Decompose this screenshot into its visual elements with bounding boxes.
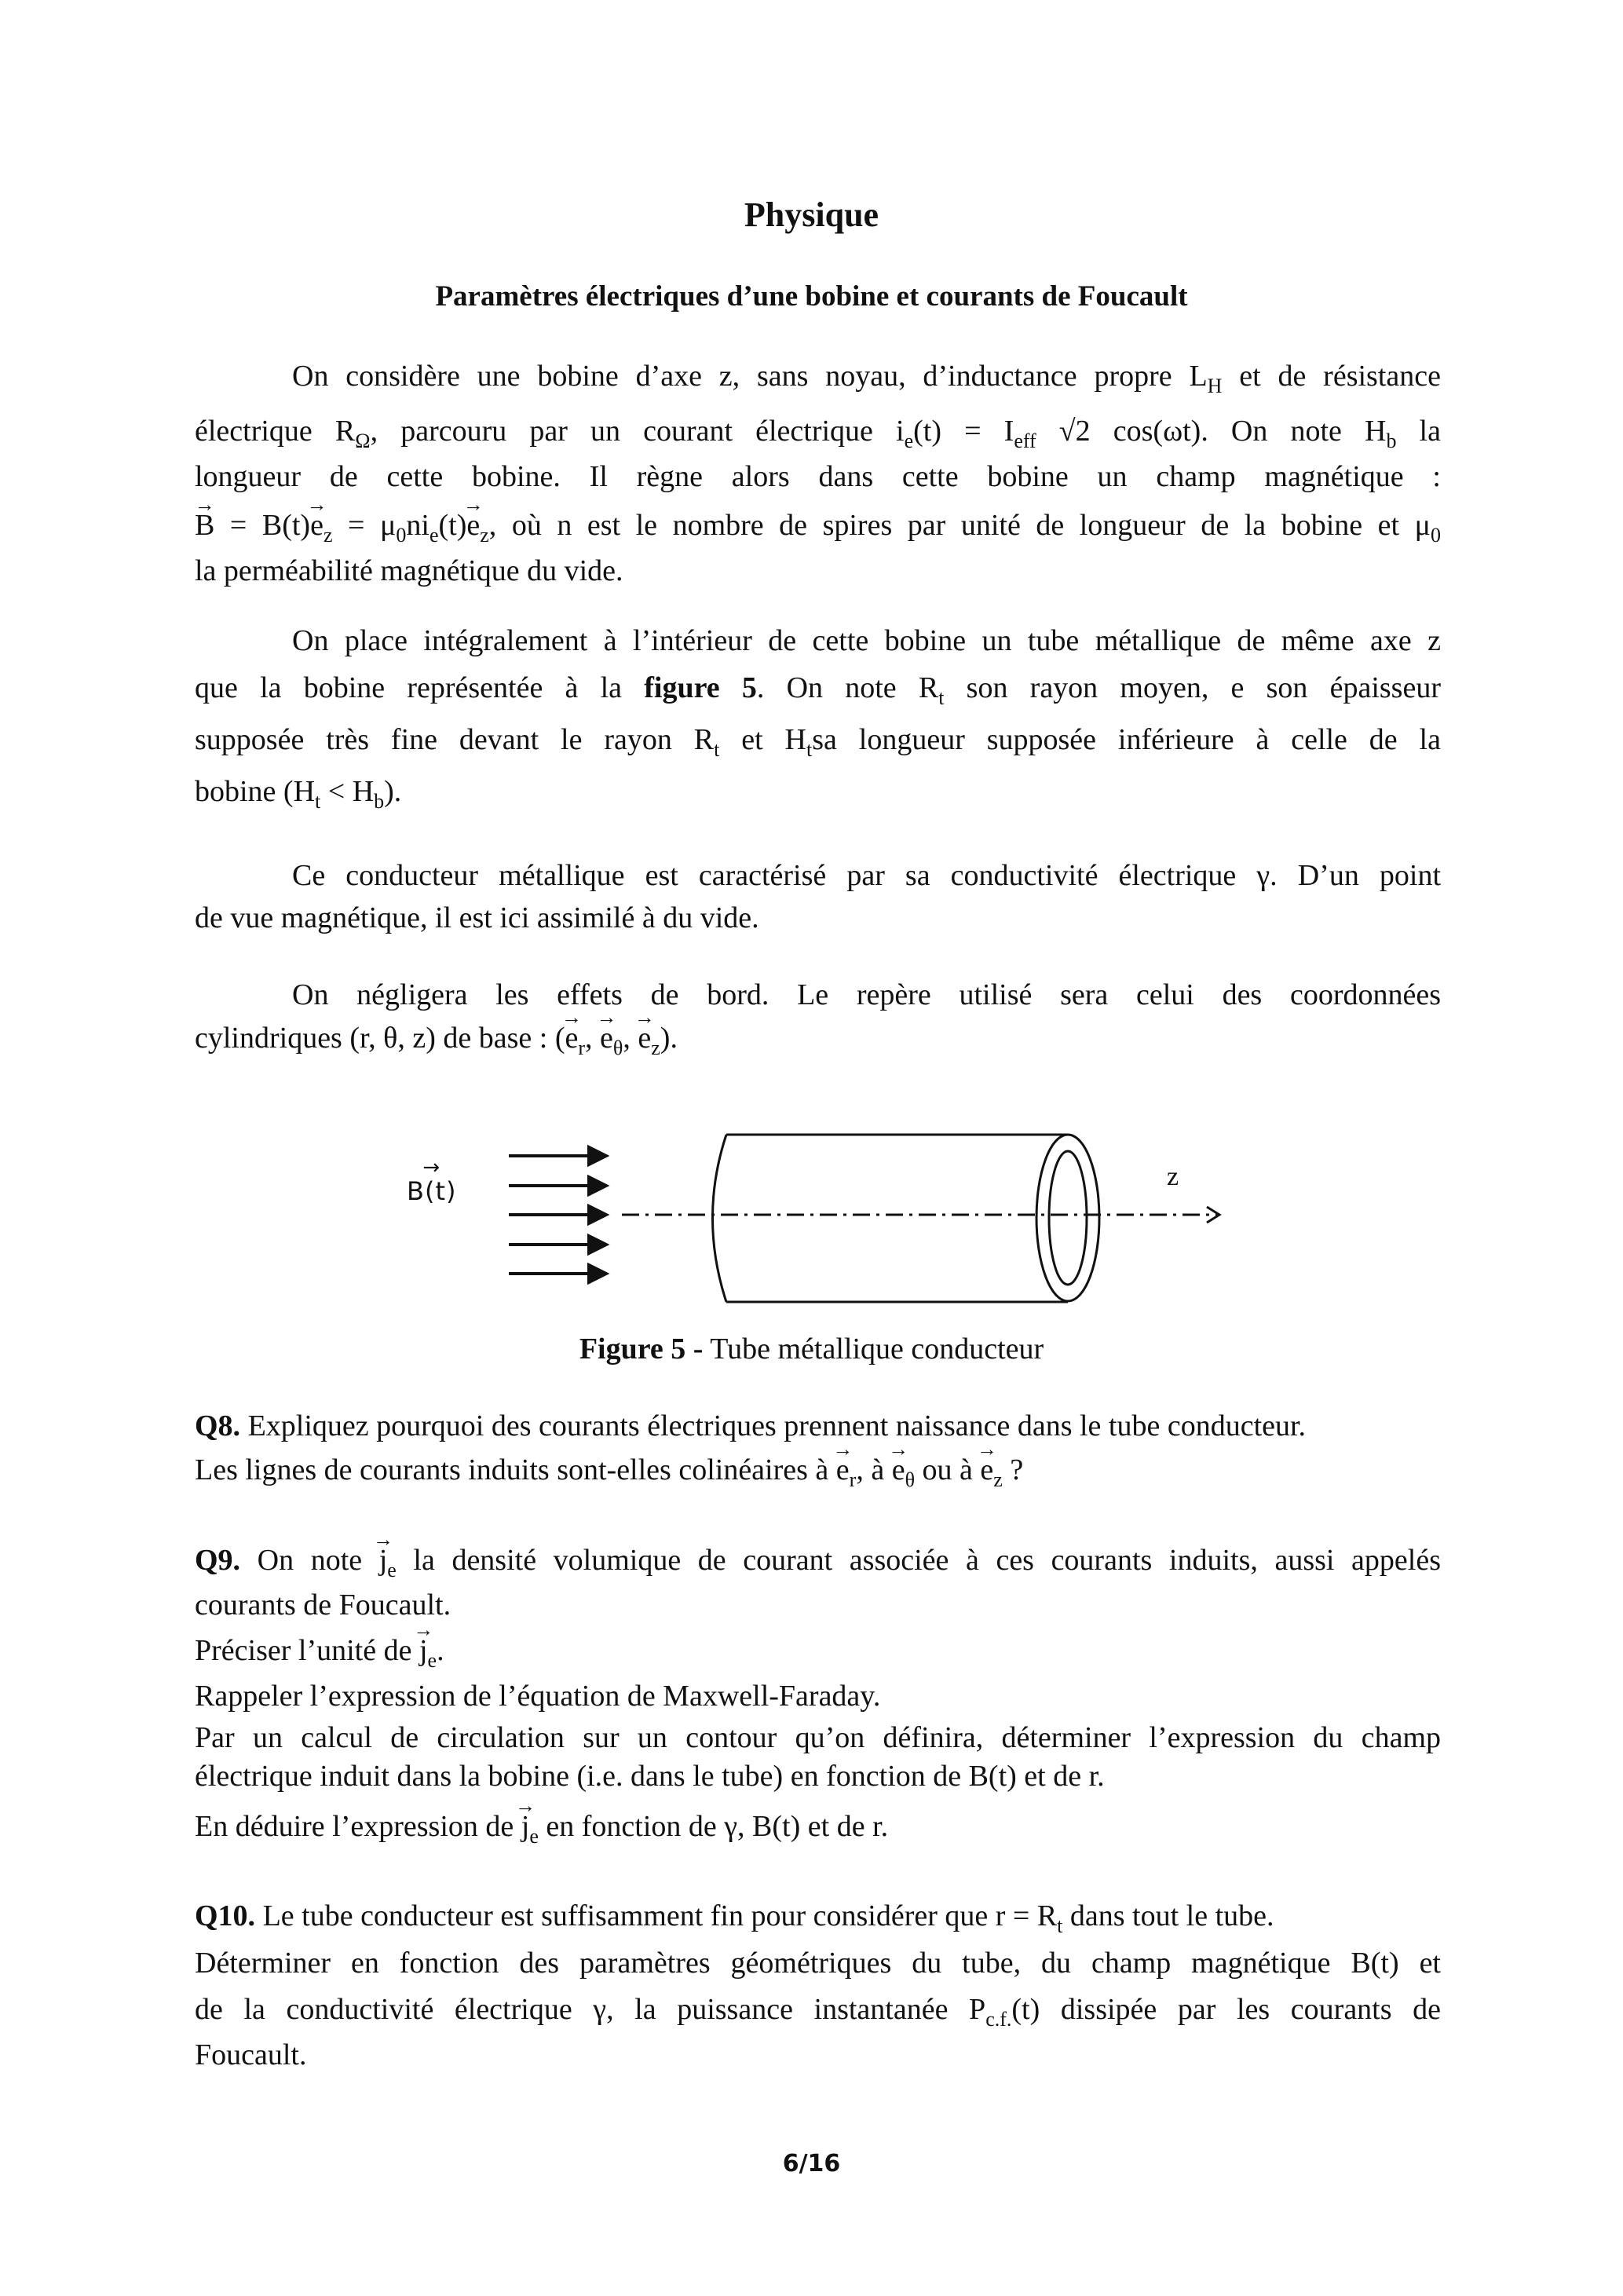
math-text: P: [969, 1993, 986, 2026]
vector-letter: → e: [600, 1019, 613, 1057]
subscript: e: [387, 1559, 397, 1581]
text-segment: Les lignes de courants induits sont-elles colinéaires à: [195, 1453, 836, 1486]
subscript: 0: [1431, 524, 1441, 547]
text-segment: sa longueur supposée inférieure à celle de la: [812, 723, 1441, 756]
text-segment: la perméabilité magnétique du vide.: [195, 554, 623, 587]
page-number: 6/16: [782, 2150, 841, 2177]
text-segment: et de r.: [1016, 1760, 1105, 1793]
math-text: H: [784, 723, 806, 756]
text-segment: électrique: [195, 415, 335, 448]
subscript: θ: [905, 1468, 916, 1491]
field-vector-label: → B(t): [407, 1176, 456, 1206]
text-segment: On considère une bobine d’axe z, sans noyau, d’inductance propre: [292, 360, 1190, 393]
text-segment: Rappeler l’expression de l’équation de Maxwell-Faraday.: [195, 1680, 881, 1713]
math-text: (t): [438, 509, 467, 542]
vector-symbol: [521, 1810, 539, 1848]
math-text: ,: [585, 1022, 601, 1055]
text-segment: de vue magnétique, il est ici assimilé à du vide.: [195, 901, 759, 934]
caption-label: Figure 5 -: [579, 1333, 704, 1366]
text-line: [195, 1541, 1441, 1589]
text-segment: courants de Foucault.: [195, 1589, 451, 1621]
math-text: μ: [1414, 509, 1431, 542]
text-line: [195, 2036, 1441, 2074]
math-text: (t): [1011, 1993, 1040, 2026]
math-expression: [1351, 1947, 1398, 1980]
vector-letter: → e: [836, 1451, 850, 1489]
magnetic-field-arrows: [509, 1147, 606, 1282]
text-segment: En déduire l’expression de: [195, 1810, 521, 1843]
subscript: r: [578, 1036, 586, 1059]
math-text: γ: [724, 1810, 738, 1843]
text-segment: On note: [240, 1544, 379, 1577]
vector-symbol: [980, 1453, 1003, 1491]
math-text: B(t): [752, 1810, 801, 1843]
math-expression: [593, 1993, 606, 2026]
page-title: Physique: [744, 196, 879, 234]
text-segment: longueur de cette bobine. Il règne alors dans cette bobine un champ magnétique :: [195, 460, 1441, 493]
text-segment: Préciser l’unité de: [195, 1634, 419, 1667]
tube-cylinder: [713, 1135, 1100, 1302]
text-line: [195, 1586, 1441, 1624]
text-segment: électrique induit dans la bobine (i.e. dans le tube) en fonction de: [195, 1760, 969, 1793]
math-text: (: [554, 1022, 565, 1055]
math-expression: [969, 1760, 1017, 1793]
vector-letter: → j: [419, 1632, 428, 1669]
math-text: = μ: [332, 509, 397, 542]
text-segment: . On note: [756, 671, 919, 704]
bold-text: figure 5: [644, 671, 757, 704]
text-segment: et de résistance: [1222, 360, 1441, 393]
math-text: (t) = I: [913, 415, 1014, 448]
text-segment: Expliquez pourquoi des courants électriques prennent naissance dans le tube conducteur.: [240, 1409, 1307, 1442]
math-text: B(t): [1351, 1947, 1399, 1980]
math-expression: [969, 1993, 1012, 2031]
bold-text: Q9.: [195, 1544, 241, 1577]
text-segment: bobine (: [195, 775, 294, 808]
subscript: θ: [612, 1036, 623, 1059]
subscript: e: [427, 1649, 437, 1672]
math-text: H: [1365, 415, 1387, 448]
subscript: z: [323, 524, 333, 547]
subscript: t: [315, 790, 321, 813]
text-segment: que la bobine représentée à la: [195, 671, 645, 704]
math-text: γ: [1256, 859, 1270, 892]
subscript: Ω: [355, 430, 371, 452]
vector-letter: → e: [980, 1451, 993, 1489]
text-segment: , la puissance instantanée: [606, 1993, 970, 2026]
math-expression: [752, 1810, 800, 1843]
math-text: L: [1189, 360, 1208, 393]
text-segment: . On note: [1201, 415, 1365, 448]
text-line: [195, 1897, 1441, 1945]
text-segment: en fonction de: [538, 1810, 725, 1843]
subscript: eff: [1014, 430, 1036, 452]
math-expression: [995, 1899, 1063, 1937]
math-text: √2 cos(ωt): [1036, 415, 1201, 448]
text-segment: , parcouru par un courant électrique: [370, 415, 897, 448]
math-text: B(t): [968, 1760, 1017, 1793]
text-segment: de la conductivité électrique: [195, 1993, 594, 2026]
section-subtitle: Paramètres électriques d’une bobine et courants de Foucault: [435, 280, 1188, 313]
bold-text: Q8.: [195, 1409, 241, 1442]
subscript: 0: [396, 524, 407, 547]
vector-symbol: [835, 1453, 857, 1491]
math-text: ): [660, 1022, 671, 1055]
text-segment: dans tout le tube.: [1062, 1899, 1274, 1932]
vector-symbol: [419, 1634, 437, 1672]
text-segment: et: [1398, 1947, 1441, 1980]
text-segment: supposée très fine devant le rayon: [195, 723, 694, 756]
text-segment: ?: [1002, 1453, 1024, 1486]
math-expression: [1011, 1993, 1040, 2026]
text-segment: ou à: [915, 1453, 981, 1486]
vector-symbol: [891, 1453, 916, 1491]
vector-letter: → e: [892, 1451, 905, 1489]
text-line: [195, 1677, 1441, 1715]
text-segment: ).: [384, 775, 402, 808]
vector-letter: → e: [638, 1019, 651, 1057]
text-segment: Par un calcul de circulation sur un contour qu’on définira, déterminer l’expression du champ: [195, 1721, 1441, 1754]
text-line: [195, 1757, 1441, 1795]
vector-letter: → e: [466, 506, 480, 544]
text-segment: ,: [737, 1810, 753, 1843]
text-line: [195, 1944, 1441, 1982]
vector-letter: → B: [195, 506, 214, 544]
subscript: c.f.: [985, 2008, 1012, 2031]
subscript: z: [993, 1468, 1003, 1491]
figure-caption: [0, 1330, 1623, 1368]
text-segment: .: [437, 1634, 444, 1667]
caption-text: Tube métallique conducteur: [703, 1333, 1044, 1366]
text-segment: . D’un point: [1270, 859, 1442, 892]
text-segment: et: [719, 723, 785, 756]
subscript: e: [429, 524, 439, 547]
subscript: b: [1386, 430, 1397, 452]
text-segment: Foucault.: [195, 2038, 307, 2071]
text-segment: dissipée par les courants de: [1040, 1993, 1441, 2026]
text-segment: Ce conducteur métallique est caractérisé par sa conductivité électrique: [292, 859, 1257, 892]
text-segment: On négligera les effets de bord. Le repère utilisé sera celui des coordonnées: [292, 978, 1441, 1011]
subscript: r: [849, 1468, 857, 1491]
math-text: = B(t): [214, 509, 311, 542]
text-segment: la: [1396, 415, 1441, 448]
axis-z-label: z: [1167, 1162, 1179, 1191]
text-segment: et de r.: [800, 1810, 889, 1843]
math-text: γ: [593, 1993, 607, 2026]
subscript: t: [938, 686, 945, 709]
subscript: z: [651, 1036, 660, 1059]
text-segment: .: [670, 1022, 678, 1055]
text-line: [195, 1451, 1441, 1499]
text-segment: la densité volumique de courant associée à ces courants induits, aussi appelés: [396, 1544, 1441, 1577]
math-text: i: [896, 415, 905, 448]
vector-letter: → e: [565, 1019, 578, 1057]
math-text: r = R: [995, 1899, 1058, 1932]
subscript: t: [806, 738, 813, 761]
subscript: t: [1057, 1914, 1063, 1937]
text-segment: Déterminer en fonction des paramètres géométriques du tube, du champ magnétique: [195, 1947, 1351, 1980]
vector-letter: → j: [379, 1541, 388, 1579]
text-line: [195, 1808, 1441, 1855]
text-line: [195, 1991, 1441, 2038]
subscript: t: [714, 738, 720, 761]
subscript: b: [374, 790, 385, 813]
text-segment: Le tube conducteur est suffisamment fin pour considérer que: [255, 1899, 996, 1932]
text-line: [195, 1719, 1441, 1757]
math-text: R: [334, 415, 356, 448]
subscript: z: [480, 524, 489, 547]
text-segment: On place intégralement à l’intérieur de cette bobine un tube métallique de même axe z: [292, 624, 1441, 657]
math-expression: [724, 1810, 737, 1843]
math-text: ni: [406, 509, 430, 542]
text-line: [195, 1632, 1441, 1680]
subscript: e: [529, 1825, 539, 1848]
vector-symbol: [378, 1544, 397, 1581]
math-text: < H: [320, 775, 375, 808]
subscript: e: [904, 430, 914, 452]
text-segment: , à: [856, 1453, 892, 1486]
field-label: [407, 1176, 456, 1206]
subscript: H: [1207, 375, 1223, 397]
text-segment: cylindriques (r, θ, z) de base :: [195, 1022, 555, 1055]
text-segment: , où n est le nombre de spires par unité de longueur de la bobine et: [488, 509, 1415, 542]
text-segment: son rayon moyen, e son épaisseur: [944, 671, 1441, 704]
math-text: R: [693, 723, 715, 756]
math-text: H: [293, 775, 316, 808]
math-text: R: [918, 671, 939, 704]
math-text: ,: [623, 1022, 638, 1055]
vector-letter: → e: [310, 506, 324, 544]
bold-text: Q10.: [195, 1899, 256, 1932]
vector-letter: → j: [521, 1808, 530, 1845]
text-line: [195, 1407, 1441, 1445]
